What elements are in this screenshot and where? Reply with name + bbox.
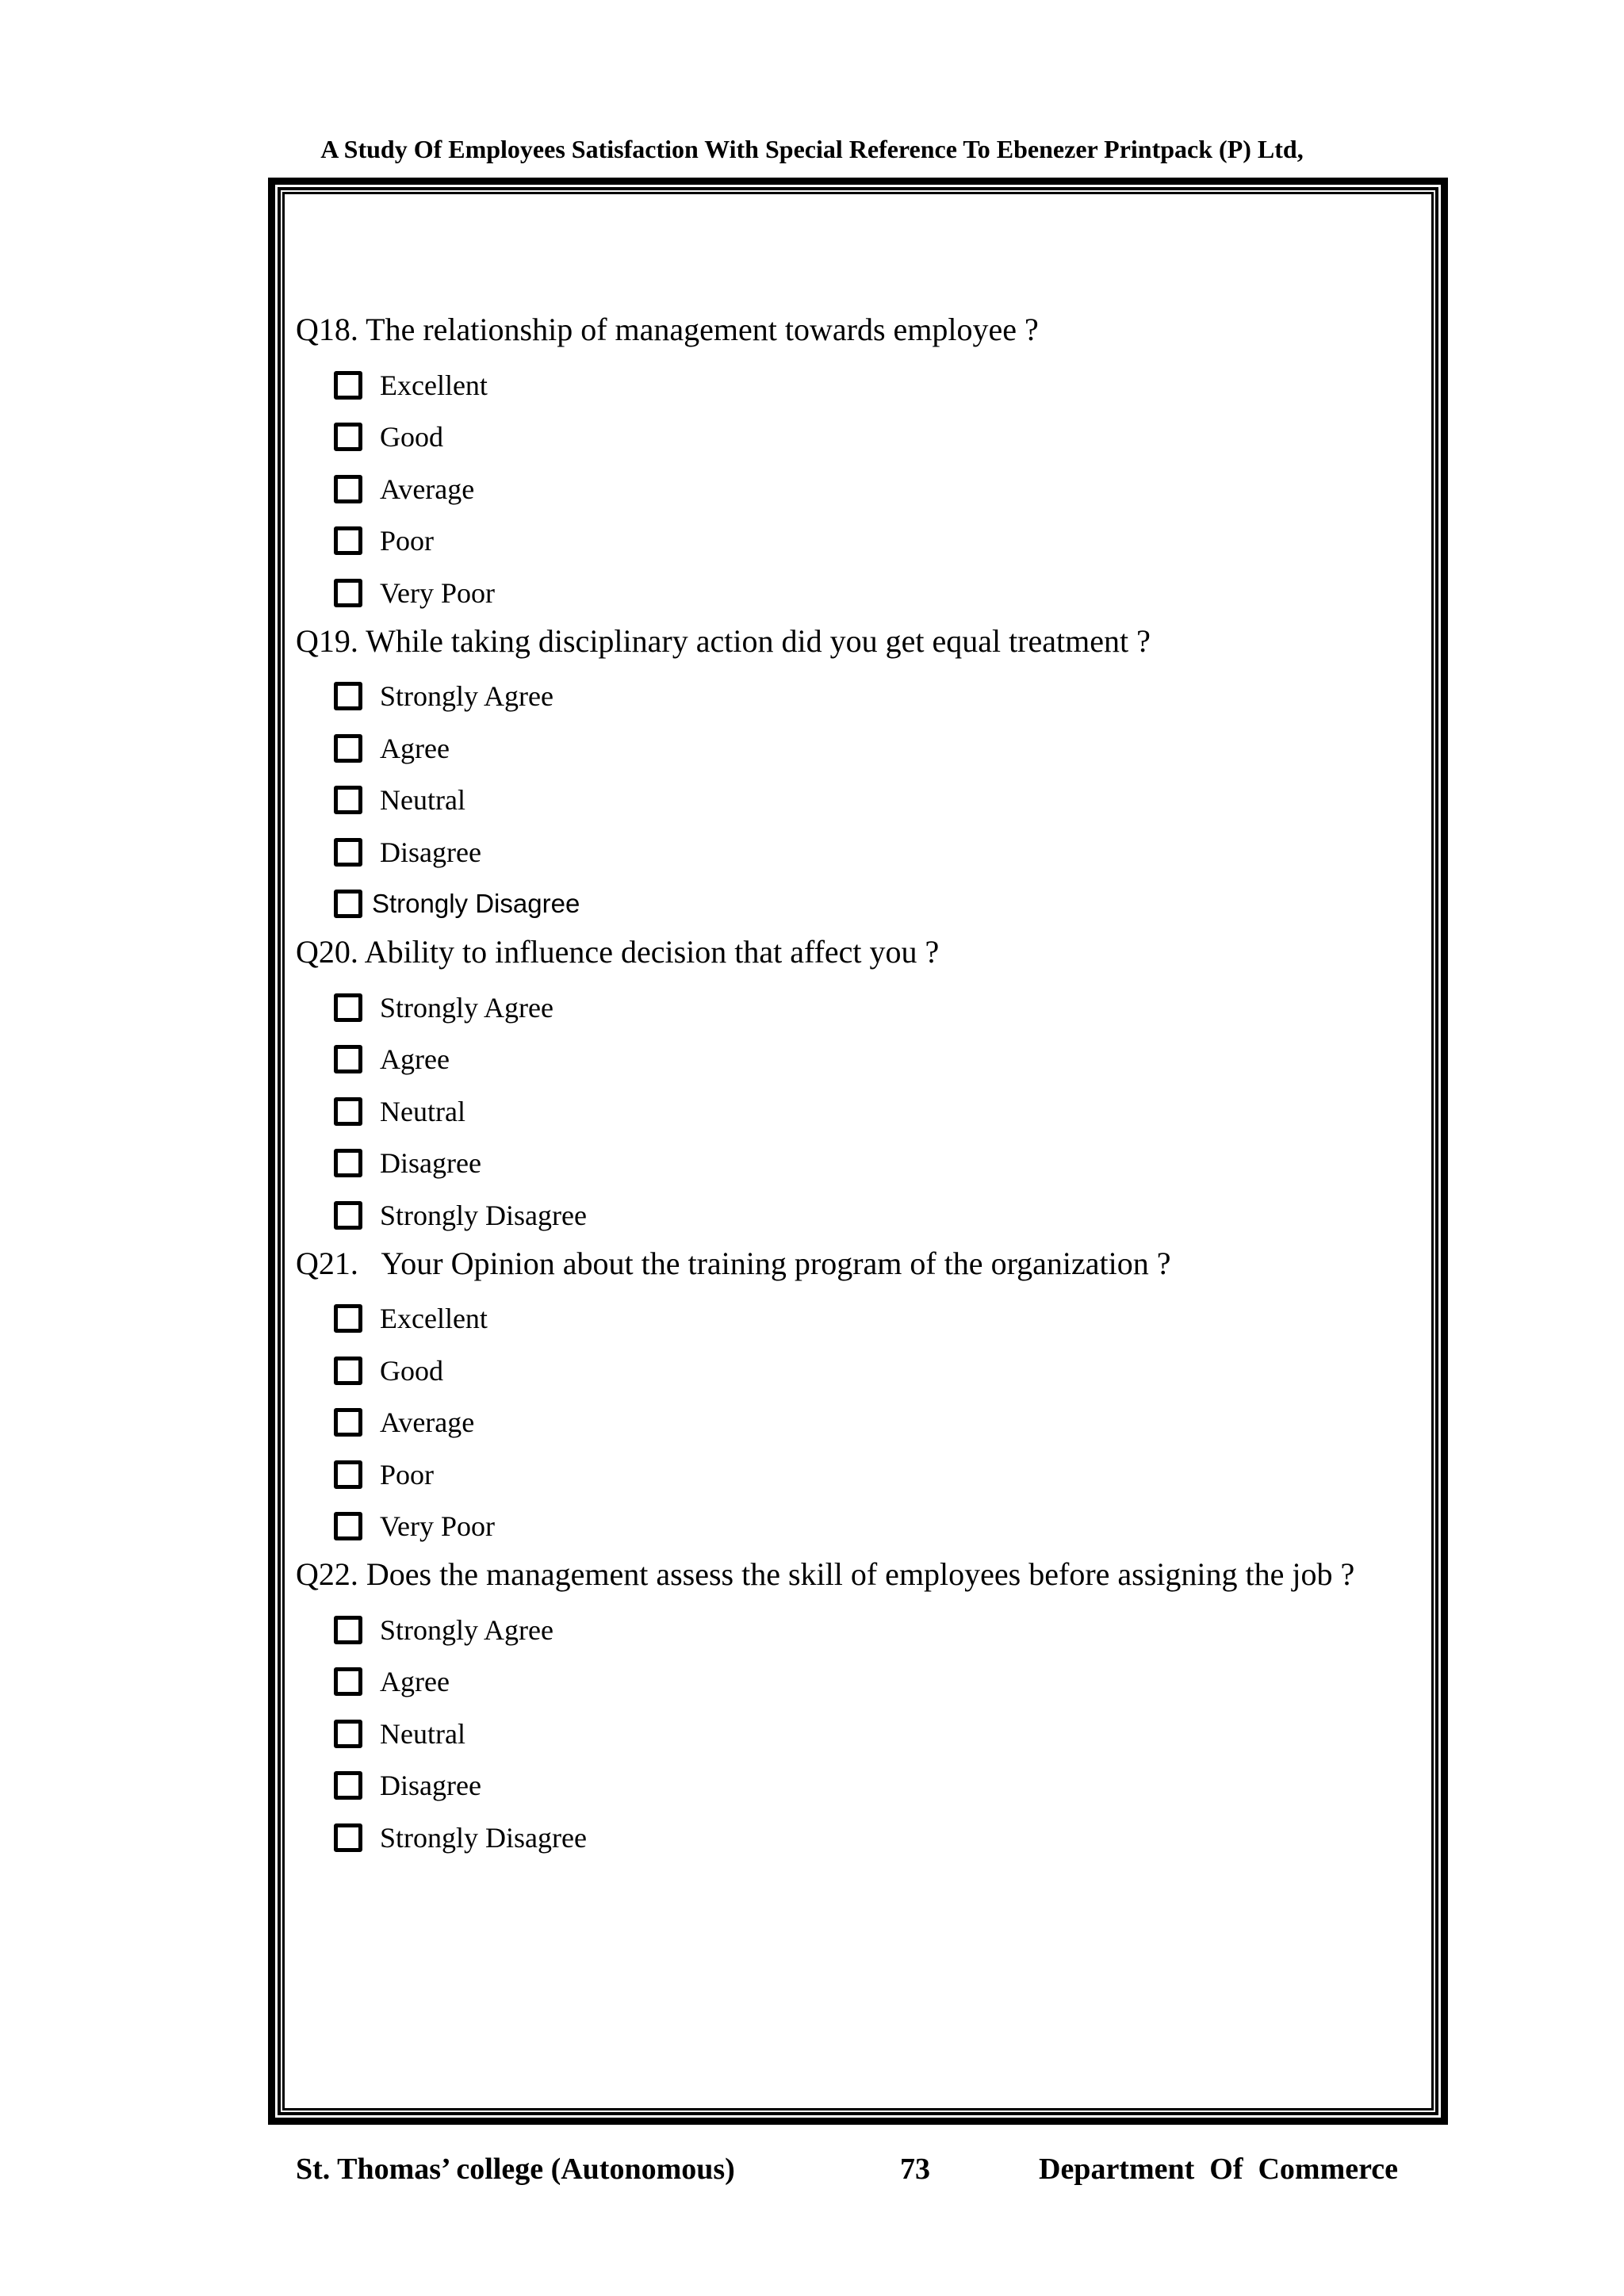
option-label: Neutral [380,1095,465,1127]
option-agree[interactable] [296,1656,1422,1709]
question-20: Q20. Ability to influence decision that affect you ? [296,934,940,970]
checkbox[interactable] [334,526,362,555]
option-label: Good [380,1354,443,1387]
option-good[interactable] [296,1345,1422,1397]
checkbox[interactable] [334,371,362,400]
option-very-poor[interactable] [296,567,1422,619]
checkbox[interactable] [334,993,362,1022]
option-neutral[interactable] [296,1085,1422,1138]
checkbox[interactable] [334,1667,362,1696]
option-agree[interactable] [296,722,1422,775]
question-21: Q21. Your Opinion about the training program of the organization ? [296,1245,1171,1281]
option-label: Very Poor [380,576,495,609]
option-label: Agree [380,1043,450,1076]
checkbox[interactable] [334,1823,362,1852]
option-label: Agree [380,1666,450,1698]
option-label: Poor [380,525,435,557]
option-agree[interactable] [296,1034,1422,1086]
option-label: Strongly Disagree [372,889,580,919]
option-label: Neutral [380,1717,465,1750]
option-strongly-disagree[interactable] [296,1189,1422,1242]
option-good[interactable] [296,411,1422,464]
option-neutral[interactable] [296,1708,1422,1760]
option-excellent[interactable] [296,359,1422,411]
running-header: A Study Of Employees Satisfaction With Special Reference To Ebenezer Printpack (P) Ltd, [320,135,1304,163]
option-label: Poor [380,1458,435,1490]
checkbox[interactable] [334,734,362,763]
option-excellent[interactable] [296,1293,1422,1345]
question-22: Q22. Does the management assess the skill of employees before assigning the job ? [296,1556,1355,1592]
questionnaire [296,308,1422,1864]
option-label: Neutral [380,784,465,817]
option-label: Strongly Agree [380,680,553,713]
option-label: Very Poor [380,1510,495,1543]
footer-page-number: 73 [900,2152,930,2186]
question-19: Q19. While taking disciplinary action did you get equal treatment ? [296,622,1151,659]
footer-department: Department Of Commerce [1039,2152,1399,2186]
checkbox[interactable] [334,786,362,814]
option-label: Strongly Disagree [380,1821,587,1854]
checkbox[interactable] [334,1201,362,1230]
option-label: Strongly Disagree [380,1199,587,1231]
option-disagree[interactable] [296,1760,1422,1812]
checkbox[interactable] [334,1771,362,1800]
option-disagree[interactable] [296,1138,1422,1190]
option-label: Strongly Agree [380,1613,553,1646]
option-disagree[interactable] [296,826,1422,878]
checkbox[interactable] [334,1097,362,1126]
checkbox[interactable] [334,1045,362,1073]
checkbox[interactable] [334,1616,362,1644]
option-label: Disagree [380,1147,481,1180]
option-strongly-agree[interactable] [296,671,1422,723]
checkbox[interactable] [334,1357,362,1385]
checkbox[interactable] [334,1149,362,1177]
checkbox[interactable] [334,1460,362,1489]
option-strongly-agree[interactable] [296,1604,1422,1656]
option-label: Average [380,473,475,505]
checkbox[interactable] [334,838,362,867]
option-average[interactable] [296,463,1422,515]
checkbox[interactable] [334,1720,362,1748]
option-label: Disagree [380,1770,481,1802]
option-label: Excellent [380,1303,488,1335]
checkbox[interactable] [334,890,362,918]
option-strongly-agree[interactable] [296,982,1422,1034]
checkbox[interactable] [334,1304,362,1333]
option-poor[interactable] [296,1448,1422,1501]
option-average[interactable] [296,1397,1422,1449]
checkbox[interactable] [334,682,362,710]
option-very-poor[interactable] [296,1501,1422,1553]
option-label: Average [380,1406,475,1439]
checkbox[interactable] [334,1408,362,1437]
question-18: Q18. The relationship of management towards employee ? [296,312,1039,347]
option-poor[interactable] [296,515,1422,568]
checkbox[interactable] [334,475,362,503]
option-strongly-disagree[interactable] [296,878,1422,931]
option-label: Strongly Agree [380,991,553,1024]
option-neutral[interactable] [296,775,1422,827]
checkbox[interactable] [334,423,362,451]
footer-college: St. Thomas’ college (Autonomous) [296,2152,735,2186]
option-strongly-disagree[interactable] [296,1812,1422,1864]
option-label: Excellent [380,369,488,401]
checkbox[interactable] [334,579,362,607]
checkbox[interactable] [334,1512,362,1540]
option-label: Good [380,421,443,453]
option-label: Disagree [380,836,481,868]
option-label: Agree [380,732,450,764]
